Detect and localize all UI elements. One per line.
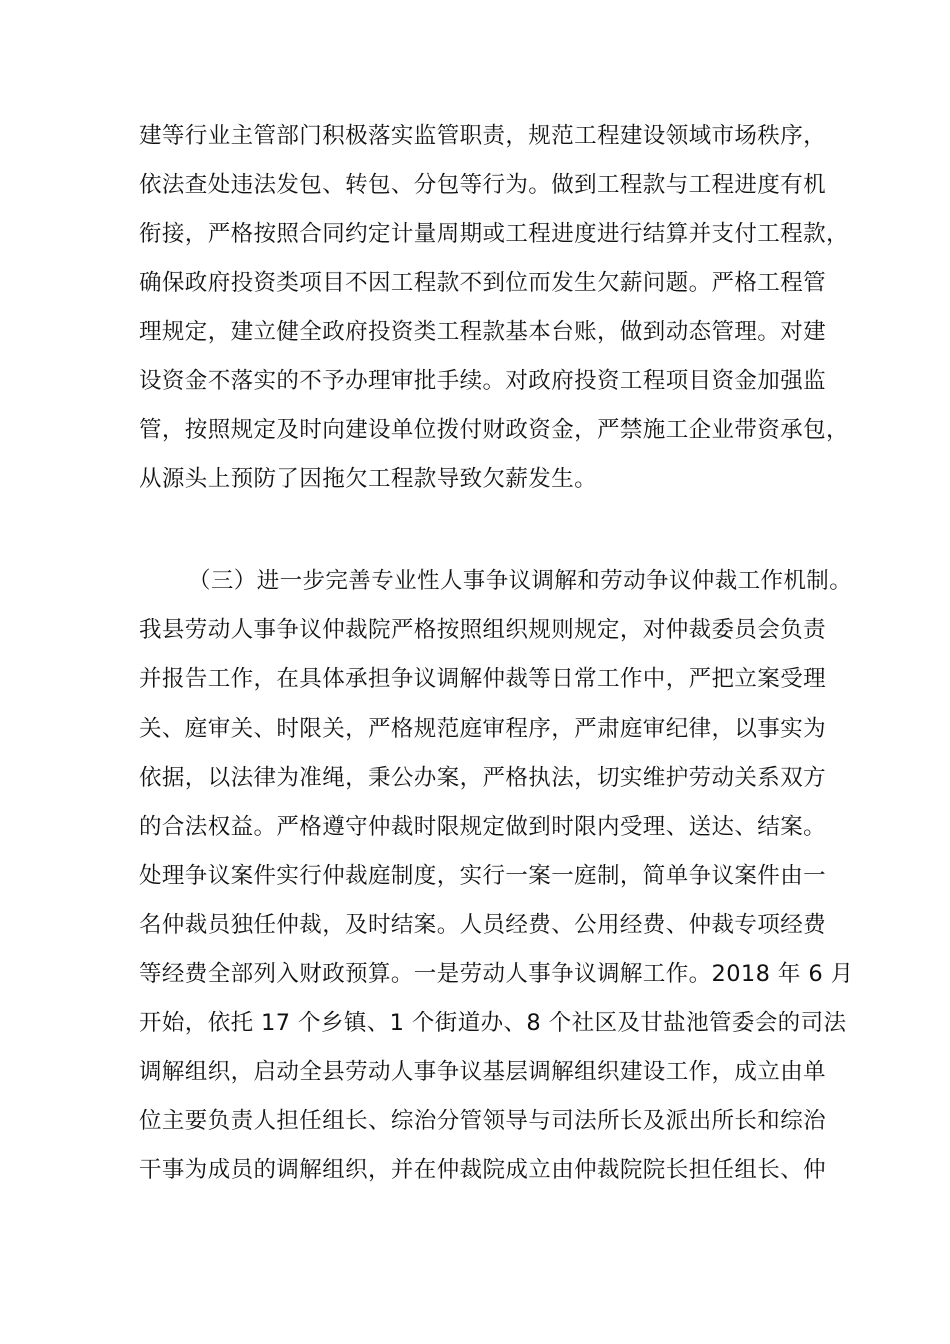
- paragraph-1-line-6: 设资金不落实的不予办理审批手续。对政府投资工程项目资金加强监: [139, 368, 827, 394]
- paragraph-2-line-4: 关、庭审关、时限关，严格规范庭审程序，严肃庭审纪律，以事实为: [139, 716, 827, 742]
- paragraph-2-line-7: 处理争议案件实行仲裁庭制度，实行一案一庭制，简单争议案件由一: [139, 863, 827, 889]
- paragraph-1-line-7: 管，按照规定及时向建设单位拨付财政资金，严禁施工企业带资承包，: [139, 417, 849, 443]
- paragraph-2-line-6: 的合法权益。严格遵守仲裁时限规定做到时限内受理、送达、结案。: [139, 814, 827, 840]
- paragraph-2-line-2: 我县劳动人事争议仲裁院严格按照组织规则规定，对仲裁委员会负责: [139, 617, 827, 643]
- paragraph-2-line-12: 位主要负责人担任组长、综治分管领导与司法所长及派出所长和综治: [139, 1108, 827, 1134]
- paragraph-1-line-4: 确保政府投资类项目不因工程款不到位而发生欠薪问题。严格工程管: [139, 270, 827, 296]
- paragraph-2-line-1: （三）进一步完善专业性人事争议调解和劳动争议仲裁工作机制。: [188, 568, 853, 594]
- paragraph-2-line-3: 并报告工作，在具体承担争议调解仲裁等日常工作中，严把立案受理: [139, 666, 827, 692]
- paragraph-1-line-2: 依法查处违法发包、转包、分包等行为。做到工程款与工程进度有机: [139, 172, 827, 198]
- paragraph-2-line-11: 调解组织，启动全县劳动人事争议基层调解组织建设工作，成立由单: [139, 1059, 827, 1085]
- paragraph-1-line-5: 理规定，建立健全政府投资类工程款基本台账，做到动态管理。对建: [139, 319, 827, 345]
- paragraph-1-line-1: 建等行业主管部门积极落实监管职责，规范工程建设领域市场秩序，: [139, 123, 827, 149]
- paragraph-2-line-9: 等经费全部列入财政预算。一是劳动人事争议调解工作。2018 年 6 月: [139, 961, 854, 987]
- paragraph-2-line-10: 开始，依托 17 个乡镇、1 个街道办、8 个社区及甘盐池管委会的司法: [139, 1010, 847, 1036]
- paragraph-1-line-3: 衔接，严格按照合同约定计量周期或工程进度进行结算并支付工程款，: [139, 221, 849, 247]
- paragraph-2-line-13: 干事为成员的调解组织，并在仲裁院成立由仲裁院院长担任组长、仲: [139, 1157, 827, 1183]
- paragraph-2-line-5: 依据，以法律为准绳，秉公办案，严格执法，切实维护劳动关系双方: [139, 765, 827, 791]
- paragraph-2-line-8: 名仲裁员独任仲裁，及时结案。人员经费、公用经费、仲裁专项经费: [139, 912, 827, 938]
- paragraph-1-line-8: 从源头上预防了因拖欠工程款导致欠薪发生。: [139, 466, 598, 492]
